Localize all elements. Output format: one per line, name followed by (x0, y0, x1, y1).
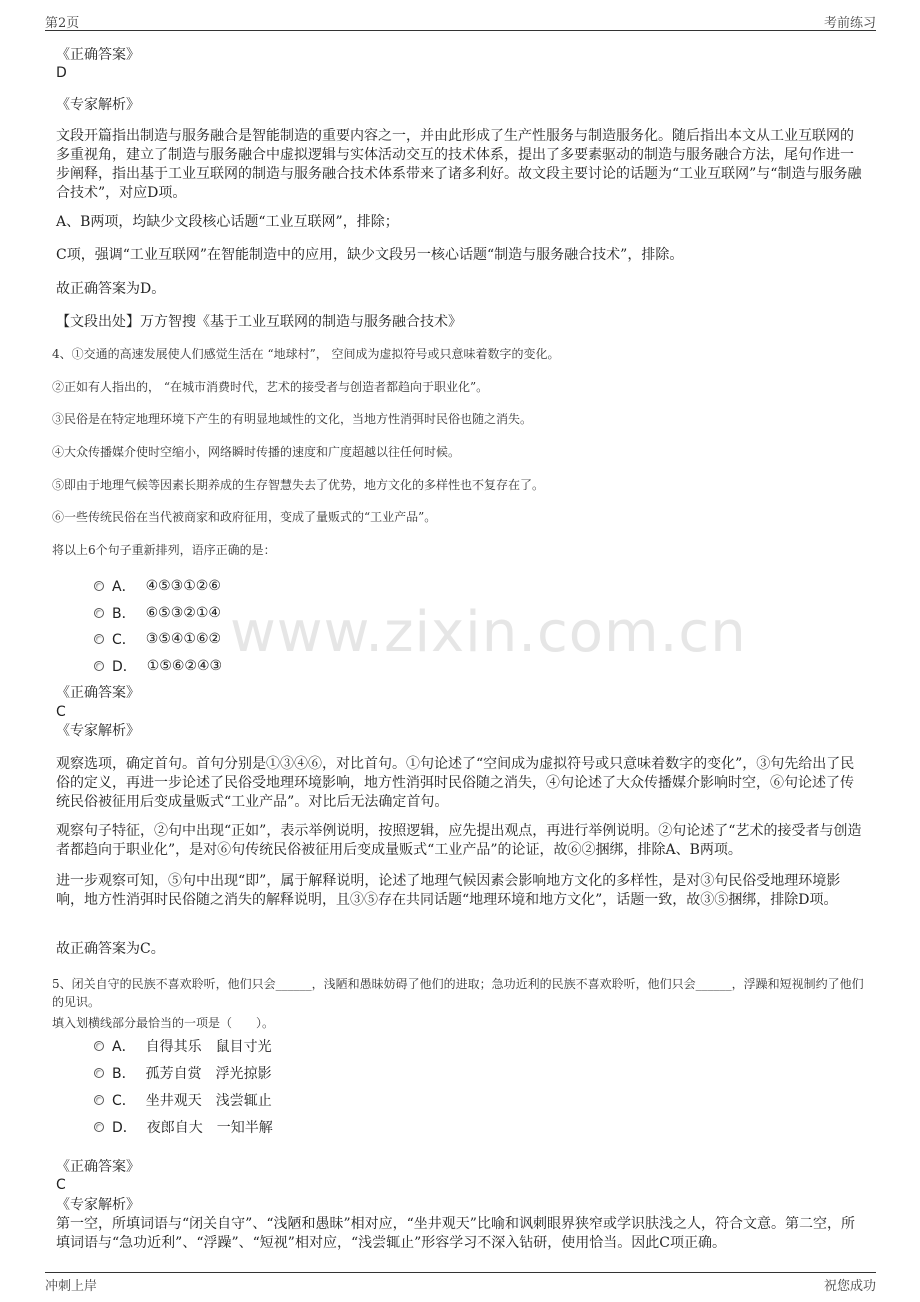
q4-analysis-p2: 观察句子特征，②句中出现“正如”，表示举例说明，按照逻辑，应先提出观点，再进行举例说明。②句论述了“艺术的接受者与创造者都趋向于职业化”，是对⑥句传统民俗被征用后变成量贩式“工业产品”的论证，故⑥②捆绑，排除A、B两项。 (56, 823, 862, 858)
radio-icon[interactable] (94, 1095, 104, 1105)
footer-left: 冲刺上岸 (45, 1279, 98, 1294)
header-title: 考前练习 (823, 16, 876, 31)
q4-option-c[interactable]: C． ③⑤④①⑥② (94, 629, 221, 649)
q5-option-d[interactable]: D． 夜郎自大 一知半解 (94, 1117, 273, 1137)
q4-sentence-1: 4、①交通的高速发展使人们感觉生活在 “地球村”， 空间成为虚拟符号或只意味着数字的变化。 (52, 347, 560, 361)
q4-answer-label: 《正确答案》 (56, 685, 140, 701)
q5-prompt: 填入划横线部分最恰当的一项是（ ）。 (52, 1016, 275, 1030)
q3-answer: D (56, 65, 67, 81)
radio-icon[interactable] (94, 1068, 104, 1078)
q3-analysis-p3: C项，强调“工业互联网”在智能制造中的应用，缺少文段另一核心话题“制造与服务融合技术”，排除。 (56, 247, 684, 263)
radio-icon[interactable] (94, 634, 104, 644)
q3-analysis-p2: A、B两项，均缺少文段核心话题“工业互联网”，排除； (56, 214, 399, 230)
q4-analysis-p1: 观察选项，确定首句。首句分别是①③④⑥，对比首句。①句论述了“空间成为虚拟符号或只意味着数字的变化”，③句先给出了民俗的定义，再进一步论述了民俗受地理环境影响，地方性消弭时民俗随之消失，④句论述了大众传播媒介影响时空，⑥句论述了传统民俗被征用后变成量贩式“工业产品”。对比后无法确定首句。 (56, 756, 855, 810)
q5-option-b[interactable]: B． 孤芳自赏 浮光掠影 (94, 1063, 272, 1083)
radio-icon[interactable] (94, 1122, 104, 1132)
radio-icon[interactable] (94, 661, 104, 671)
q4-sentence-2: ②正如有人指出的， “在城市消费时代，艺术的接受者与创造者都趋向于职业化”。 (52, 380, 489, 394)
q4-analysis-p4: 故正确答案为C。 (56, 941, 165, 957)
q4-sentence-4: ④大众传播媒介使时空缩小，网络瞬时传播的速度和广度超越以往任何时候。 (52, 445, 461, 459)
q4-sentence-5: ⑤即由于地理气候等因素长期养成的生存智慧失去了优势，地方文化的多样性也不复存在了。 (52, 478, 545, 492)
q4-option-d[interactable]: D． ①⑤⑥②④③ (94, 656, 222, 676)
q3-answer-label: 《正确答案》 (56, 47, 140, 63)
q4-option-b[interactable]: B． ⑥⑤③②①④ (94, 603, 221, 623)
q5-option-a[interactable]: A． 自得其乐 鼠目寸光 (94, 1036, 272, 1056)
q4-option-a[interactable]: A． ④⑤③①②⑥ (94, 576, 221, 596)
footer-right: 祝您成功 (823, 1279, 876, 1294)
radio-icon[interactable] (94, 608, 104, 618)
q4-prompt: 将以上6个句子重新排列，语序正确的是： (52, 543, 276, 557)
q3-analysis-p1: 文段开篇指出制造与服务融合是智能制造的重要内容之一，并由此形成了生产性服务与制造服务化。随后指出本文从工业互联网的多重视角，建立了制造与服务融合中虚拟逻辑与实体活动交互的技术体系，提出了多要素驱动的制造与服务融合方法，尾句作进一步阐释，指出基于工业互联网的制造与服务融合技术体系带来了诸多利好。故文段主要讨论的话题为“工业互联网”与“制造与服务融合技术”，对应D项。 (56, 128, 862, 201)
q4-sentence-6: ⑥一些传统民俗在当代被商家和政府征用，变成了量贩式的“工业产品”。 (52, 510, 437, 524)
q4-analysis-p3: 进一步观察可知，⑤句中出现“即”，属于解释说明，论述了地理气候因素会影响地方文化的多样性，是对③句民俗受地理环境影响，地方性消弭时民俗随之消失的解释说明，且③⑤存在共同话题“地理环境和地方文化”，话题一致，故③⑤捆绑，排除D项。 (56, 873, 841, 908)
q5-answer: C (56, 1177, 66, 1193)
q5-option-c[interactable]: C． 坐井观天 浅尝辄止 (94, 1090, 272, 1110)
page-header (45, 8, 876, 31)
radio-icon[interactable] (94, 1041, 104, 1051)
page-number: 第2页 (45, 16, 80, 31)
q4-sentence-3: ③民俗是在特定地理环境下产生的有明显地域性的文化，当地方性消弭时民俗也随之消失。 (52, 412, 533, 426)
page-footer (45, 1272, 876, 1294)
q5-answer-label: 《正确答案》 (56, 1159, 140, 1175)
watermark: www.zixin.com.cn (230, 600, 747, 665)
q5-analysis-label: 《专家解析》 (56, 1197, 140, 1213)
q3-source: 【文段出处】万方智搜《基于工业互联网的制造与服务融合技术》 (56, 314, 462, 330)
q4-analysis-label: 《专家解析》 (56, 723, 140, 739)
radio-icon[interactable] (94, 581, 104, 591)
q3-analysis-label: 《专家解析》 (56, 97, 140, 113)
q3-analysis-p4: 故正确答案为D。 (56, 281, 166, 297)
q4-answer: C (56, 704, 66, 720)
q5-stem: 5、闭关自守的民族不喜欢聆听，他们只会______，浅陋和愚昧妨碍了他们的进取；急功近利的民族不喜欢聆听，他们只会______，浮躁和短视制约了他们的见识。 (52, 977, 864, 1009)
q5-analysis: 第一空，所填词语与“闭关自守”、“浅陋和愚昧”相对应，“坐井观天”比喻和讽刺眼界狭窄或学识肤浅之人，符合文意。第二空，所填词语与“急功近利”、“浮躁”、“短视”相对应，“浅尝辄止”形容学习不深入钻研，使用恰当。因此C项正确。 (56, 1216, 855, 1251)
